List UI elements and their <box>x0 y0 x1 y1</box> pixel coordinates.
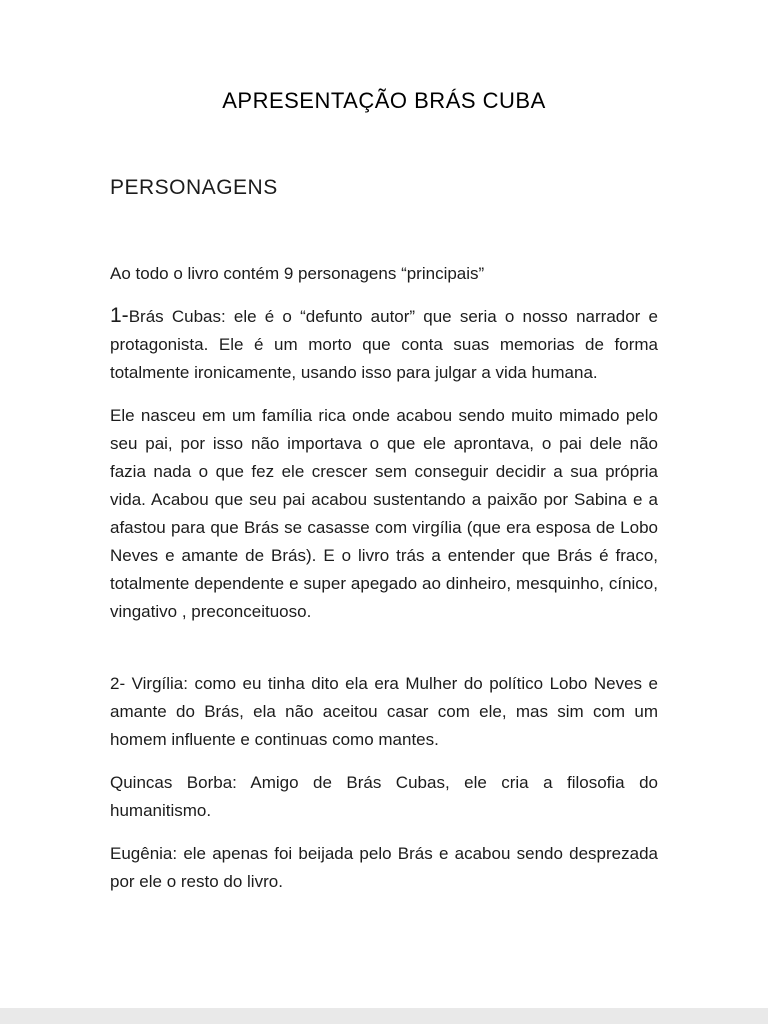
character-1-text: Brás Cubas: ele é o “defunto autor” que seria o nosso narrador e protagonista. Ele é um morto que conta suas memorias de forma totalmente ironicamente, usando isso para julgar a vida humana. <box>110 307 658 382</box>
intro-paragraph: Ao todo o livro contém 9 personagens “principais” <box>110 264 485 283</box>
character-1-continuation-paragraph: Ele nasceu em um família rica onde acabou sendo muito mimado pelo seu pai, por isso não importava o que ele aprontava, o pai dele não fazia nada o que fez ele crescer sem conseguir decidir a sua própria vida. Acabou que seu pai acabou sustentando a paixão por Sabina e a afastou para que Brás se casasse com virgília (que era esposa de Lobo Neves e amante de Brás). E o livro trás a entender que Brás é fraco, totalmente dependente e super apegado ao dinheiro, mesquinho, cínico, vingativo , preconceituoso. <box>110 406 658 621</box>
character-3-paragraph: Quincas Borba: Amigo de Brás Cubas, ele cria a filosofia do humanitismo. <box>110 773 658 820</box>
character-1-number: 1- <box>110 304 129 327</box>
section-heading-personagens: PERSONAGENS <box>110 176 278 199</box>
character-4-paragraph: Eugênia: ele apenas foi beijada pelo Brás e acabou sendo desprezada por ele o resto do livro. <box>110 844 658 891</box>
character-1-paragraph <box>110 302 658 387</box>
document-title: APRESENTAÇÃO BRÁS CUBA <box>222 88 546 113</box>
character-2-paragraph: 2- Virgília: como eu tinha dito ela era Mulher do político Lobo Neves e amante do Brás, ela não aceitou casar com ele, mas sim com um homem influente e continuas como mantes. <box>110 674 658 749</box>
